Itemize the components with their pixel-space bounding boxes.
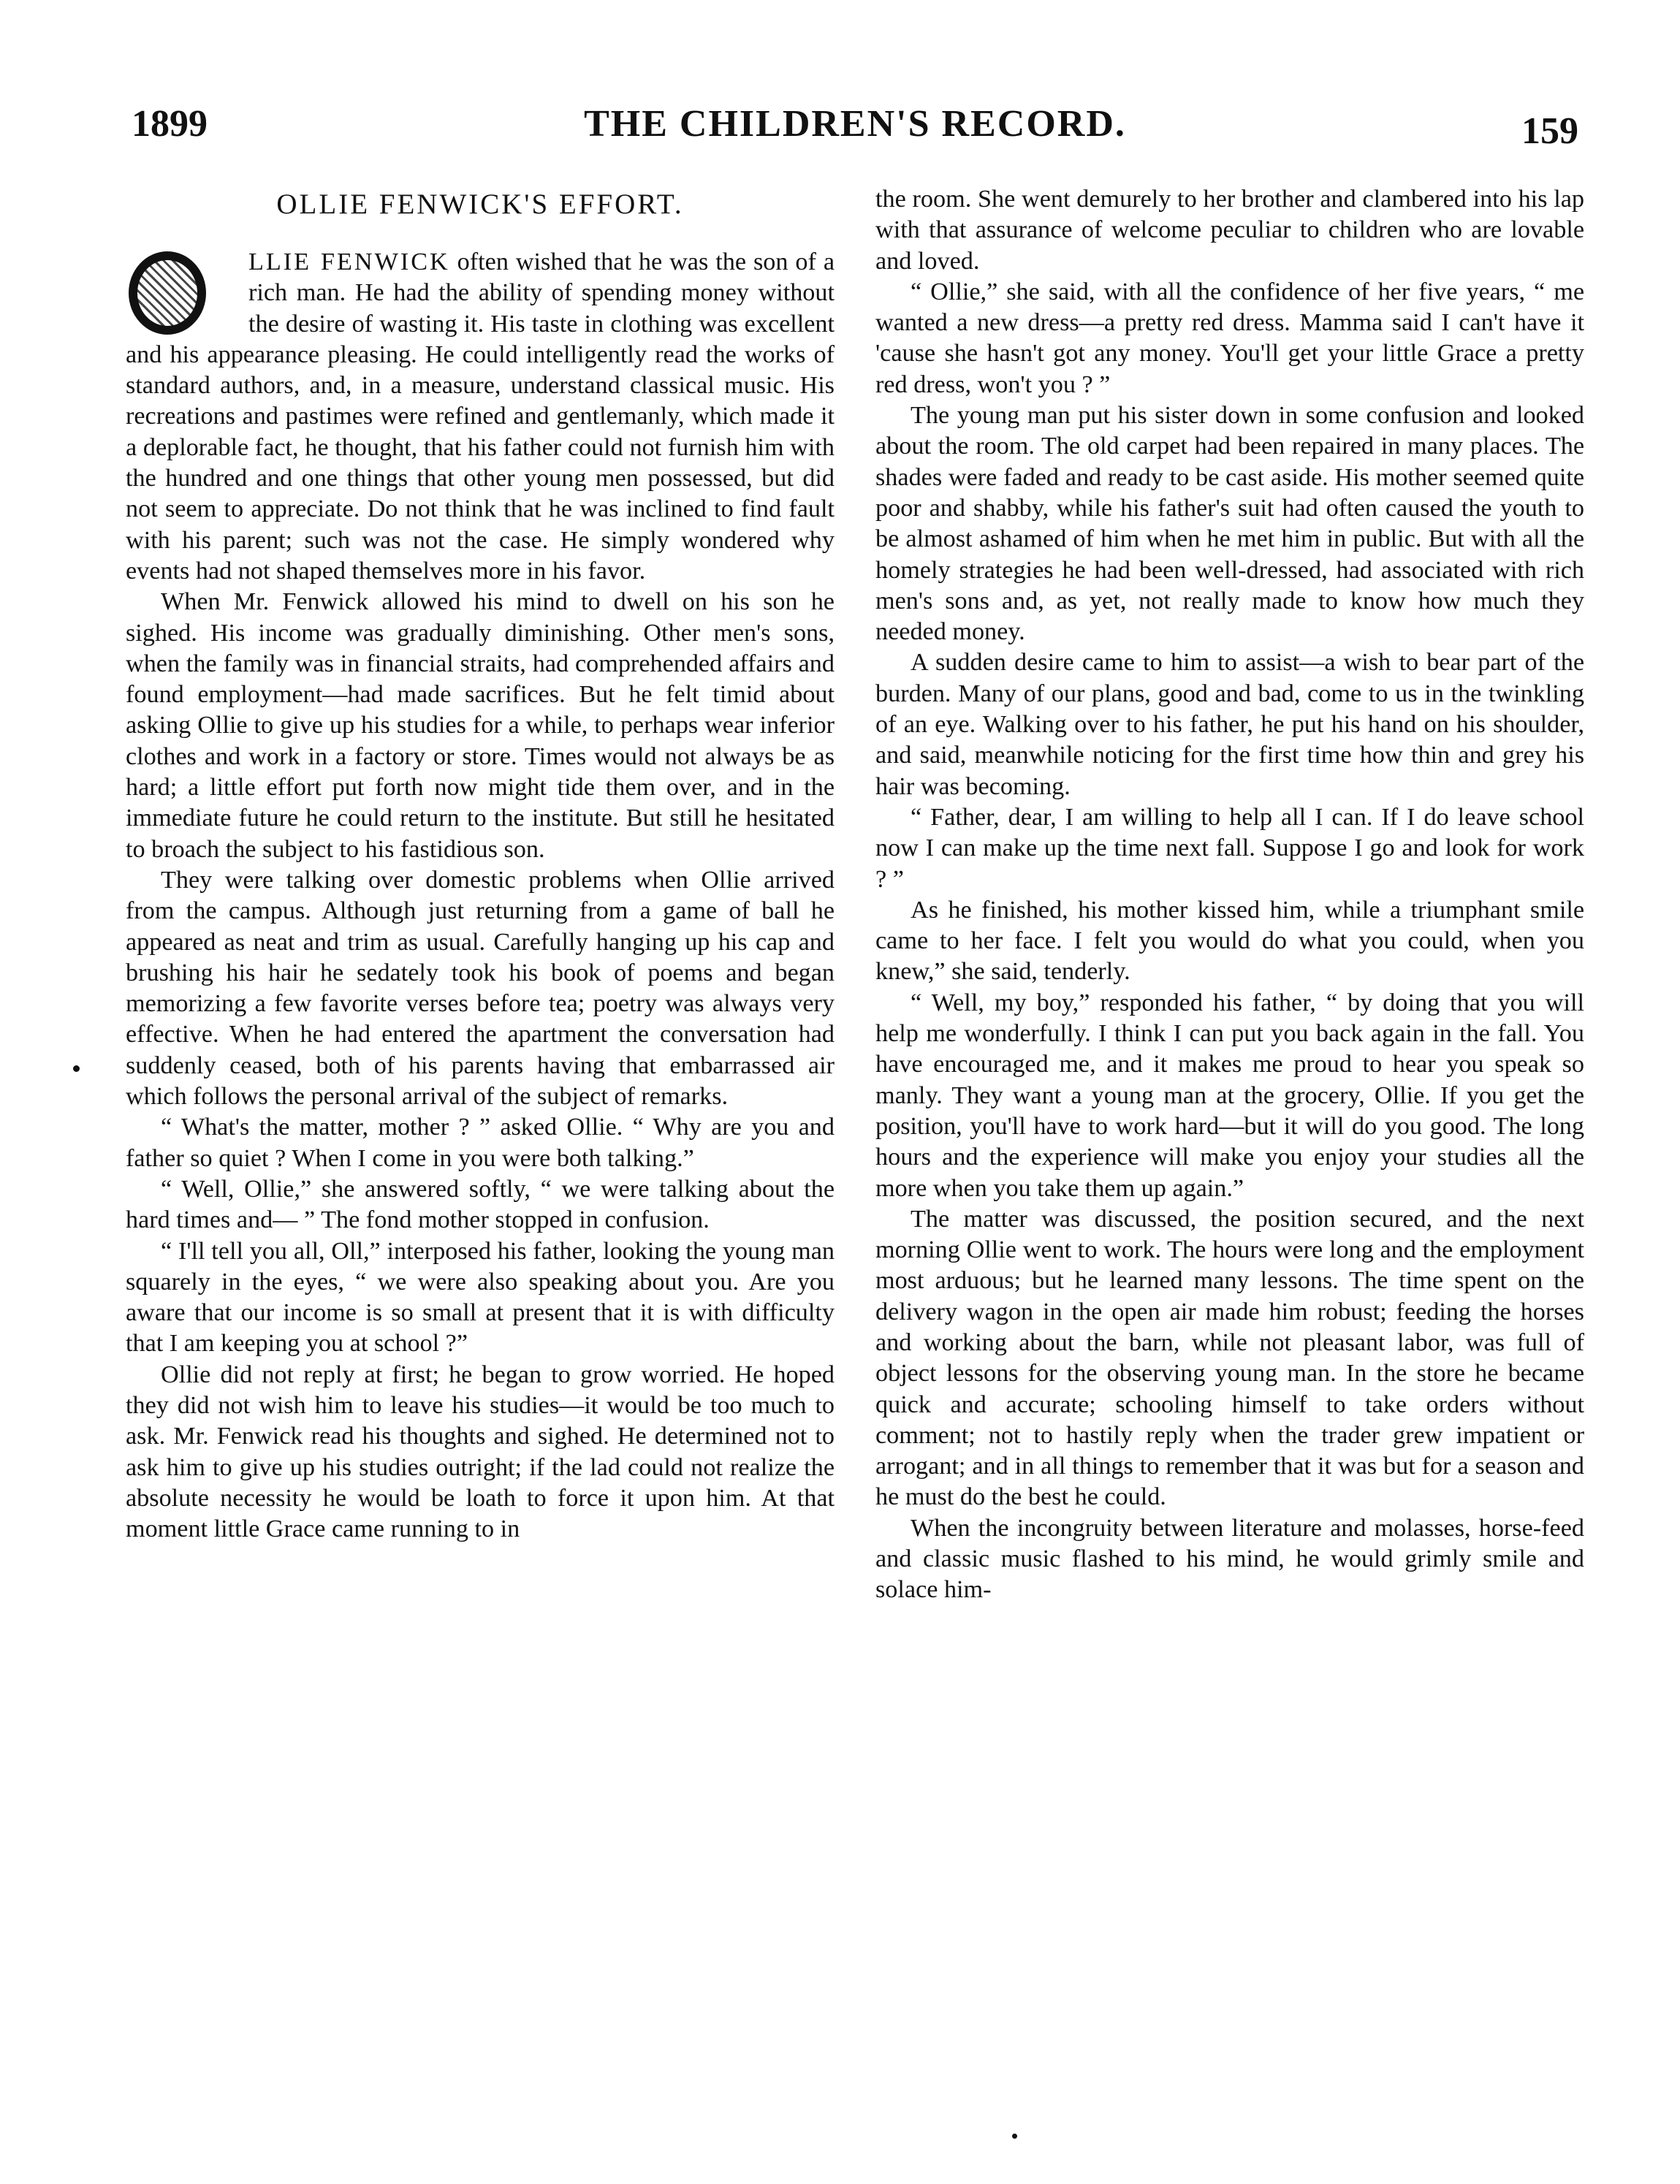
left-column — [126, 184, 835, 1545]
opening-paragraph-text: often wished that he was the son of a rich man. He had the ability of spending money without the desire of wasting it. His taste in clothing was excellent and his appearance pleasing. He could intelligently read the works of standard authors, and, in a measure, understand classical music. His recreations and pastimes were refined and gentlemanly, which made it a deplorable fact, he thought, that his father could not furnish him with the hundred and one things that other young men possessed, but did not seem to appreciate. Do not think that he was inclined to find fault with his parent; such was not the case. He simply wondered why events had not shaped themselves more in his favor. — [126, 248, 835, 585]
header-year: 1899 — [132, 103, 208, 145]
paragraph: “ Well, Ollie,” she answered softly, “ we were talking about the hard times and— ” The fond mother stopped in confusion. — [126, 1175, 835, 1234]
running-head — [132, 102, 1578, 161]
paragraph: When Mr. Fenwick allowed his mind to dwell on his son he sighed. His income was gradually diminishing. Other men's sons, when the family was in financial straits, had comprehended affairs and found employment—had made sacrifices. But he felt timid about asking Ollie to give up his studies for a while, to perhaps wear inferior clothes and work in a factory or store. Times would not always be as hard; a little effort put forth now might tide them over, and in the immediate future he could return to the institute. But still he hesitated to broach the subject to his fastidious son. — [126, 588, 835, 863]
paragraph: Ollie did not reply at first; he began to grow worried. He hoped they did not wish him to leave his studies—it would be too much to ask. Mr. Fenwick read his thoughts and sighed. He determined not to ask him to give up his studies outright; if the lad could not realize the absolute necessity he would be loath to force it upon him. At that moment little Grace came running to in — [126, 1361, 835, 1543]
paragraph: “ Ollie,” she said, with all the confidence of her five years, “ me wanted a new dress—a pretty red dress. Mamma said I can't have it 'cause she hasn't got any money. You'll get your little Grace a pretty red dress, won't you ? ” — [875, 278, 1584, 398]
paragraph: “ I'll tell you all, Oll,” interposed his father, looking the young man squarely in the eyes, “ we were also speaking about you. Are you aware that our income is so small at present that it is with difficulty that I am keeping you at school ?” — [126, 1237, 835, 1358]
ornamental-drop-cap — [126, 251, 235, 338]
paragraph: They were talking over domestic problems when Ollie arrived from the campus. Although just returning from a game of ball he appeared as neat and trim as usual. Carefully hanging up his cap and brushing his hair he sedately took his book of poems and began memorizing a few favorite verses before tea; poetry was always very effective. When he had entered the apartment the conversation had suddenly ceased, both of his parents having that embarrassed air which follows the personal arrival of the subject of remarks. — [126, 866, 835, 1111]
bottom-dot — [1012, 2134, 1017, 2139]
paragraph: A sudden desire came to him to assist—a wish to bear part of the burden. Many of our plans, good and bad, come to us in the twinkling of an eye. Walking over to his father, he put his hand on his shoulder, and said, meanwhile noticing for the first time how thin and grey his hair was becoming. — [875, 649, 1584, 800]
paragraph: “ Father, dear, I am willing to help all I can. If I do leave school now I can make up the time next fall. Suppose I go and look for work ? ” — [875, 803, 1584, 893]
paragraph: As he finished, his mother kissed him, while a triumphant smile came to her face. I felt you would do what you could, when you knew,” she said, tenderly. — [875, 896, 1584, 986]
page-number: 159 — [1521, 110, 1578, 152]
paragraph: “ Well, my boy,” responded his father, “ by doing that you will help me wonderfully. I think I can put you back again in the fall. You have encouraged me, and it makes me proud to hear you speak so manly. They want a young man at the grocery, Ollie. If you get the position, you'll have to work hard—but it will do you good. The long hours and the experience will make you enjoy your studies all the more when you take them up again.” — [875, 989, 1584, 1202]
paragraph-continued: the room. She went demurely to her brother and clambered into his lap with that assurance of welcome peculiar to children who are lovable and loved. — [875, 186, 1584, 275]
margin-dot — [73, 1065, 80, 1072]
opening-words: LLIE FENWICK — [248, 248, 450, 275]
opening-paragraph — [126, 247, 835, 587]
paragraph: “ What's the matter, mother ? ” asked Ollie. “ Why are you and father so quiet ? When I come in you were both talking.” — [126, 1114, 835, 1172]
paragraph: The matter was discussed, the position secured, and the next morning Ollie went to work. The hours were long and the employment most arduous; but he learned many lessons. The time spent on the delivery wagon in the open air made him robust; feeding the horses and working about the barn, while not pleasant labor, was full of object lessons for the observing young man. In the store he became quick and accurate; schooling himself to take orders without comment; not to hastily reply when the trader grew impatient or arrogant; and in all things to remember that it was but for a season and he must do the best he could. — [875, 1205, 1584, 1511]
article-title: OLLIE FENWICK'S EFFORT. — [276, 189, 684, 220]
drop-cap-letter — [126, 251, 210, 338]
paragraph: The young man put his sister down in some confusion and looked about the room. The old carpet had been repaired in many places. The shades were faded and ready to be cast aside. His mother seemed quite poor and shabby, while his father's suit had often caused the youth to be almost ashamed of him when he met him in public. But with all the homely strategies he had been well-dressed, had associated with rich men's sons and, as yet, not really made to know how much they needed money. — [875, 402, 1584, 646]
paragraph: When the incongruity between literature and molasses, horse-feed and classic music flashed to his mind, he would grimly smile and solace him- — [875, 1514, 1584, 1604]
journal-title: THE CHILDREN'S RECORD. — [584, 103, 1126, 145]
right-column — [875, 184, 1584, 1606]
